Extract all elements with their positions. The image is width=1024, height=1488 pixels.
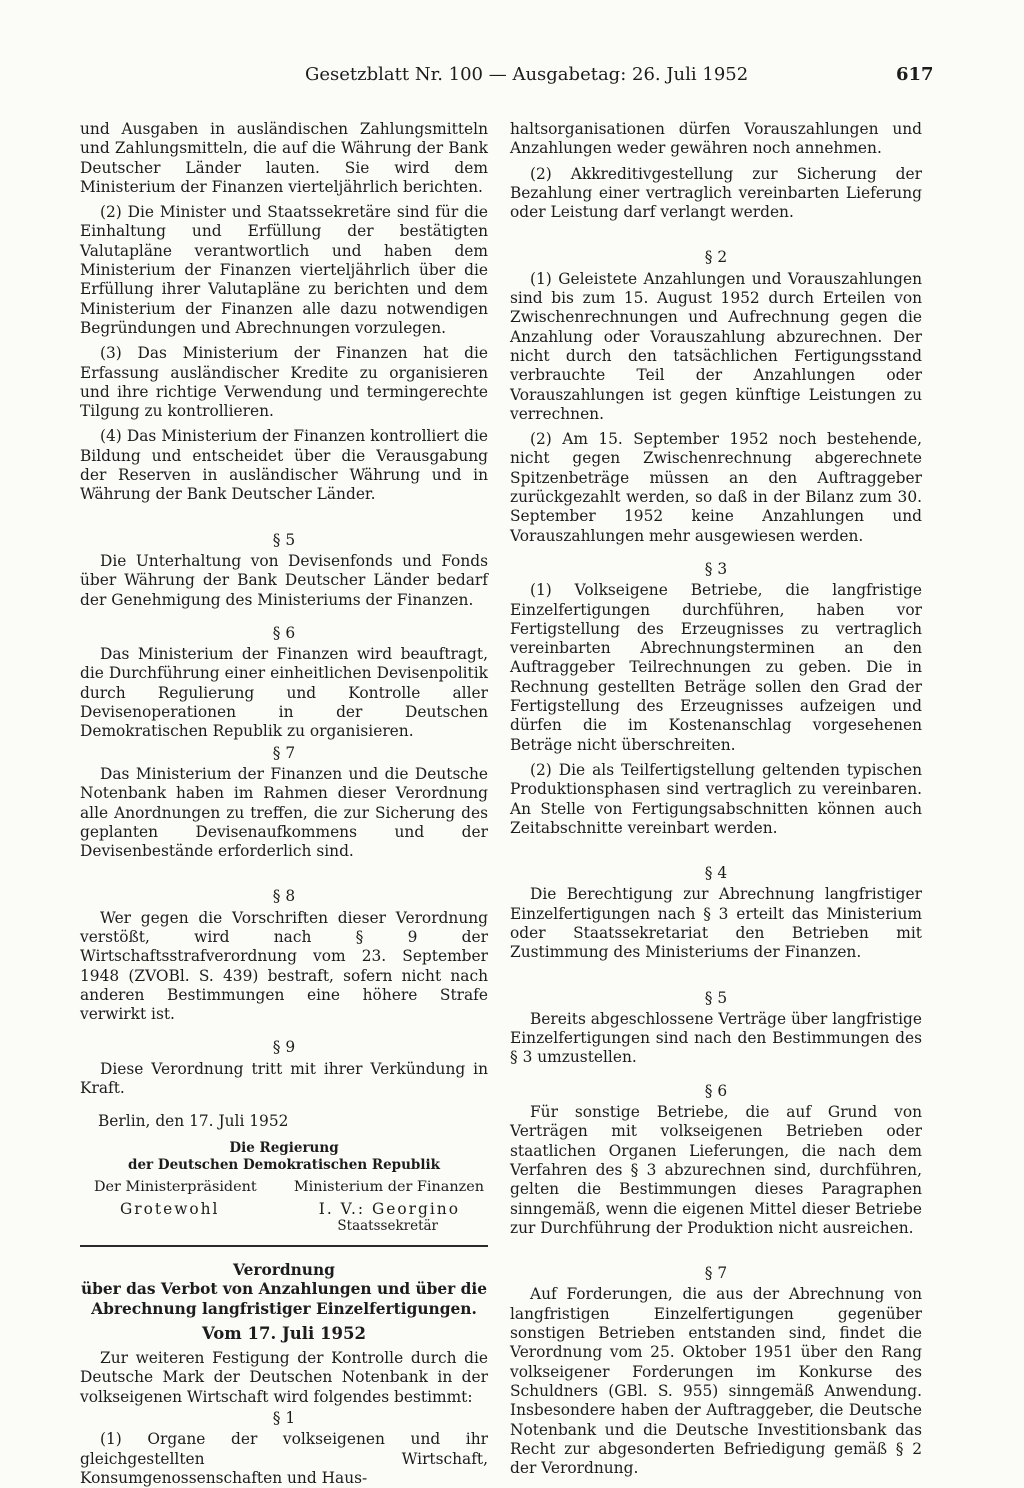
paragraph: Diese Verordnung tritt mit ihrer Verkündung in Kraft. xyxy=(80,1059,488,1098)
paragraph: Das Ministerium der Finanzen wird beauftragt, die Durchführung einer einheitlichen Devisenpolitik durch Regulierung und Kontrolle aller Devisenoperationen in der Deutschen Demokratischen Republik zu organisieren. xyxy=(80,645,488,741)
ordinance-title-line: über das Verbot von Anzahlungen und über die xyxy=(80,1280,488,1299)
page-header xyxy=(0,64,1024,104)
paragraph: haltsorganisationen dürfen Vorauszahlungen und Anzahlungen weder gewähren noch annehmen. xyxy=(510,120,922,158)
section-heading: § 7 xyxy=(272,743,296,762)
place-date: Berlin, den 17. Juli 1952 xyxy=(98,1112,289,1131)
signature-block xyxy=(80,1140,488,1174)
paragraph: Bereits abgeschlossene Verträge über langfristige Einzelfertigungen sind nach den Bestimmungen des § 3 umzustellen. xyxy=(510,1009,922,1067)
section-heading: § 1 xyxy=(272,1409,296,1428)
section-heading: § 6 xyxy=(272,623,296,642)
paragraph: Das Ministerium der Finanzen und die Deutsche Notenbank haben im Rahmen dieser Verordnung alle Anordnungen zu treffen, die zur Sicherung des geplanten Devisenaufkommens und der Devisenbestände erforderlich sind. xyxy=(80,764,488,861)
page-number: 617 xyxy=(896,64,934,85)
ordinance-title-line: Abrechnung langfristiger Einzelfertigungen. xyxy=(91,1299,477,1318)
section-heading: § 7 xyxy=(704,1264,728,1283)
section-heading: § 6 xyxy=(704,1081,728,1100)
section-heading: § 5 xyxy=(704,988,728,1007)
government-line: der Deutschen Demokratischen Republik xyxy=(128,1156,440,1173)
section-heading: § 4 xyxy=(704,864,728,883)
ordinance-date: Vom 17. Juli 1952 xyxy=(202,1324,366,1344)
section-heading: § 2 xyxy=(704,248,728,267)
paragraph: (2) Akkreditivgestellung zur Sicherung der Bezahlung einer vertraglich vereinbarten Lieferung oder Leistung darf verlangt werden. xyxy=(510,164,922,222)
gazette-title: Gesetzblatt Nr. 100 — Ausgabetag: 26. Juli 1952 xyxy=(305,64,749,85)
paragraph: Zur weiteren Festigung der Kontrolle durch die Deutsche Mark der Deutschen Notenbank in der volkseigenen Wirtschaft wird folgendes bestimmt: xyxy=(80,1349,488,1406)
paragraph: (2) Die Minister und Staatssekretäre sind für die Einhaltung und Erfüllung der bestätigten Valutapläne verantwortlich und haben dem Ministerium der Finanzen vierteljährlich über die Erfüllung ihrer Valutapläne zu berichten und dem Ministerium der Finanzen alle dazu notwendigen Begründungen und Abrechnungen vorzulegen. xyxy=(80,203,488,337)
name-right-title: Staatssekretär xyxy=(337,1217,438,1234)
paragraph: (1) Geleistete Anzahlungen und Vorauszahlungen sind bis zum 15. August 1952 durch Erteilen von Zwischenrechnungen und Aufrechnung gegen die Anzahlung oder Vorauszahlung abzurechnen. Der nicht durch den tatsächlichen Fertigungsstand verbrauchte Teil der Anzahlungen oder Vorauszahlungen ist gegen künftige Leistungen zu verrechnen. xyxy=(510,269,922,423)
paragraph: und Ausgaben in ausländischen Zahlungsmitteln und Zahlungsmitteln, die auf die Währung der Bank Deutscher Länder lauten. Sie wird dem Ministerium der Finanzen vierteljährlich berichten. xyxy=(80,120,488,196)
signatory-names xyxy=(80,1200,488,1218)
left-column xyxy=(80,120,488,1488)
paragraph: (4) Das Ministerium der Finanzen kontrolliert die Bildung und entscheidet über die Verausgabung der Reserven in ausländischer Währung und in Währung der Bank Deutscher Länder. xyxy=(80,427,488,504)
paragraph: Die Unterhaltung von Devisenfonds und Fonds über Währung der Bank Deutscher Länder bedarf der Genehmigung des Ministeriums der Finanzen. xyxy=(80,551,488,609)
ordinance-title xyxy=(80,1261,488,1320)
paragraph: Für sonstige Betriebe, die auf Grund von Verträgen mit volkseigenen Betrieben oder staatlichen Organen Lieferungen, die nach dem Verfahren des § 3 abzurechnen sind, durchführen, gelten die Bestimmungen dieses Paragraphen sinngemäß, wenn die eigenen Mittel dieser Betriebe zur Durchführung der Produktion nicht ausreichen. xyxy=(510,1103,922,1237)
signatory-roles xyxy=(80,1178,488,1196)
ordinance-title-line: Verordnung xyxy=(233,1260,335,1279)
paragraph: Auf Forderungen, die aus der Abrechnung von langfristigen Einzelfertigungen gegenüber sonstigen Betrieben entstanden sind, findet die Verordnung vom 25. Oktober 1951 über den Rang volkseigener Forderungen im Konkurse des Schuldners (GBl. S. 955) sinngemäß Anwendung. Insbesondere haben der Auftraggeber, die Deutsche Notenbank und die Deutsche Investitionsbank das Recht zur abgesonderten Befriedigung gemäß § 2 der Verordnung. xyxy=(510,1285,922,1478)
section-heading: § 3 xyxy=(704,559,728,578)
role-left: Der Ministerpräsident xyxy=(94,1178,257,1195)
name-left: Grotewohl xyxy=(120,1199,220,1218)
role-right: Ministerium der Finanzen xyxy=(293,1178,484,1195)
section-heading: § 5 xyxy=(272,530,296,549)
paragraph: (3) Das Ministerium der Finanzen hat die Erfassung ausländischer Kredite zu organisieren und ihre richtige Verwendung und termingerechte Tilgung zu kontrollieren. xyxy=(80,344,488,421)
section-heading: § 8 xyxy=(272,887,296,906)
paragraph: (1) Volkseigene Betriebe, die langfristige Einzelfertigungen durchführen, haben vor Fertigstellung des Erzeugnisses zu vertraglich vereinbarten Abrechnungsterminen an den Auftraggeber Teilrechnungen zu geben. Die in Rechnung gestellten Beträge sollen den Grad der Fertigstellung des Erzeugnisses aufzeigen und dürfen die im Kostenanschlag vorgesehenen Beträge nicht überschreiten. xyxy=(510,581,922,754)
paragraph: (2) Die als Teilfertigstellung geltenden typischen Produktionsphasen sind vertraglich zu vereinbaren. An Stelle von Fertigungsabschnitten können auch Zeitabschnitte vereinbart werden. xyxy=(510,760,922,837)
name-right: I. V.: Georgino xyxy=(318,1199,460,1218)
right-column xyxy=(510,120,922,1478)
paragraph: (1) Organe der volkseigenen und ihr gleichgestellten Wirtschaft, Konsumgenossenschaften und Haus- xyxy=(80,1430,488,1487)
section-heading: § 9 xyxy=(272,1038,296,1057)
government-line: Die Regierung xyxy=(229,1139,339,1156)
paragraph: Die Berechtigung zur Abrechnung langfristiger Einzelfertigungen nach § 3 erteilt das Ministerium oder Staatssekretariat den Betrieben mit Zustimmung des Ministeriums der Finanzen. xyxy=(510,885,922,962)
paragraph: (2) Am 15. September 1952 noch bestehende, nicht gegen Zwischenrechnung abgerechnete Spitzenbeträge müssen an den Auftraggeber zurückgezahlt werden, so daß in der Bilanz zum 30. September 1952 keine Anzahlungen und Vorauszahlungen mehr ausgewiesen werden. xyxy=(510,430,922,545)
paragraph: Wer gegen die Vorschriften dieser Verordnung verstößt, wird nach § 9 der Wirtschaftsstrafverordnung vom 23. September 1948 (ZVOBl. S. 439) bestraft, sofern nicht nach anderen Bestimmungen eine höhere Strafe verwirkt ist. xyxy=(80,908,488,1024)
divider xyxy=(80,1245,488,1247)
